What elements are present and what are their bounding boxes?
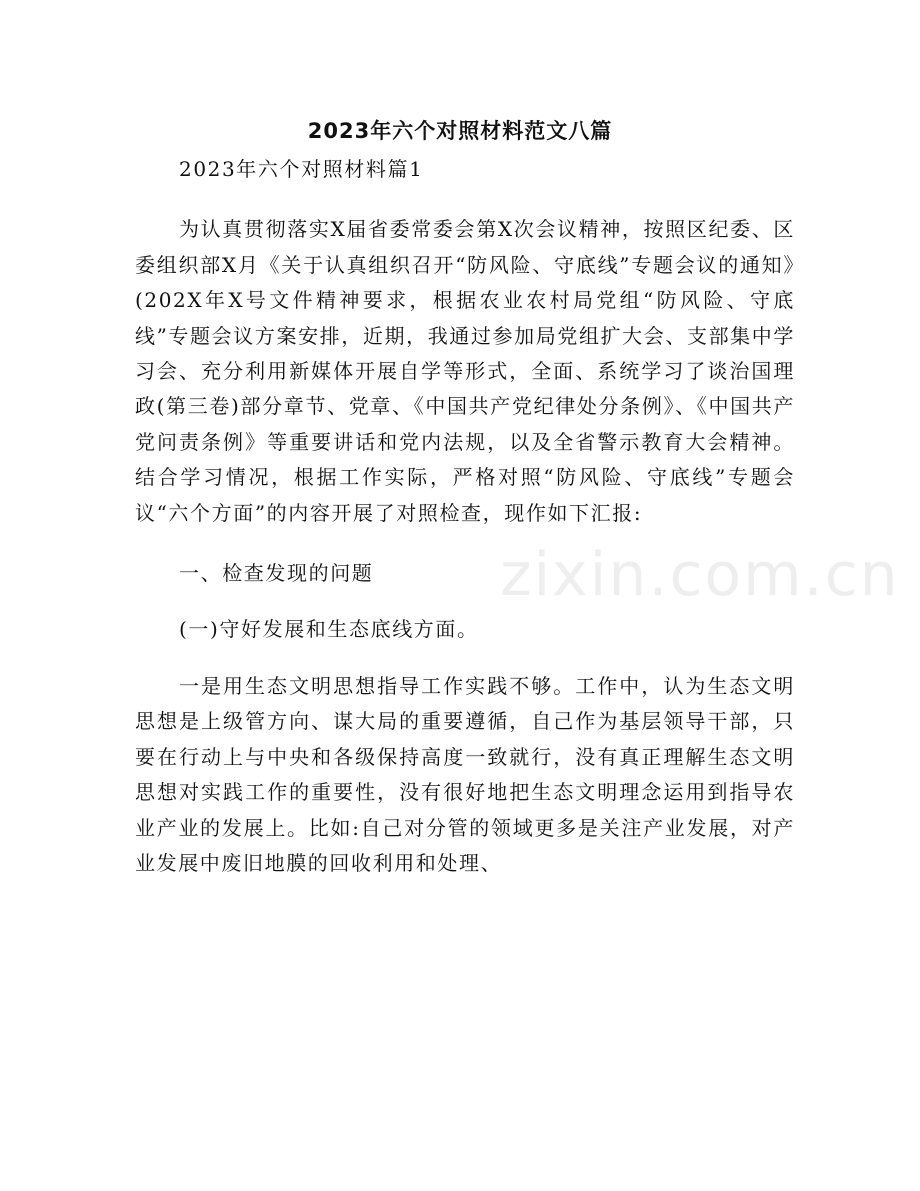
body-paragraph: 为认真贯彻落实X届省委常委会第X次会议精神，按照区纪委、区委组织部X月《关于认真组织召开“防风险、守底线”专题会议的通知》(202X年X号文件精神要求，根据农业农村局党组“防风险、守底线”专题会议方案安排，近期，我通过参加局党组扩大会、支部集中学习会、充分利用新媒体开展自学等形式，全面、系统学习了谈治国理政(第三卷)部分章节、党章、《中国共产党纪律处分条例》、《中国共产党问责条例》等重要讲话和党内法规，以及全省警示教育大会精神。结合学习情况，根据工作实际，严格对照“防风险、守底线”专题会议“六个方面”的内容开展了对照检查，现作如下汇报: (135, 217, 795, 525)
watermark: zixin.com.cn (500, 540, 900, 610)
subsection-heading: (一)守好发展和生态底线方面。 (179, 617, 479, 642)
section-heading: 2023年六个对照材料篇1 (179, 157, 424, 181)
body-paragraph: 一是用生态文明思想指导工作实践不够。工作中，认为生态文明思想是上级管方向、谋大局的重要遵循，自己作为基层领导干部，只要在行动上与中央和各级保持高度一致就行，没有真正理解生态文明思想对实践工作的重要性，没有很好地把生态文明理念运用到指导农业产业的发展上。比如:自己对分管的领域更多是关注产业发展，对产业发展中废旧地膜的回收利用和处理、 (135, 673, 795, 875)
document-body (135, 152, 795, 881)
section-heading: 一、检查发现的问题 (179, 561, 374, 586)
document-title: 2023年六个对照材料范文八篇 (307, 119, 613, 143)
